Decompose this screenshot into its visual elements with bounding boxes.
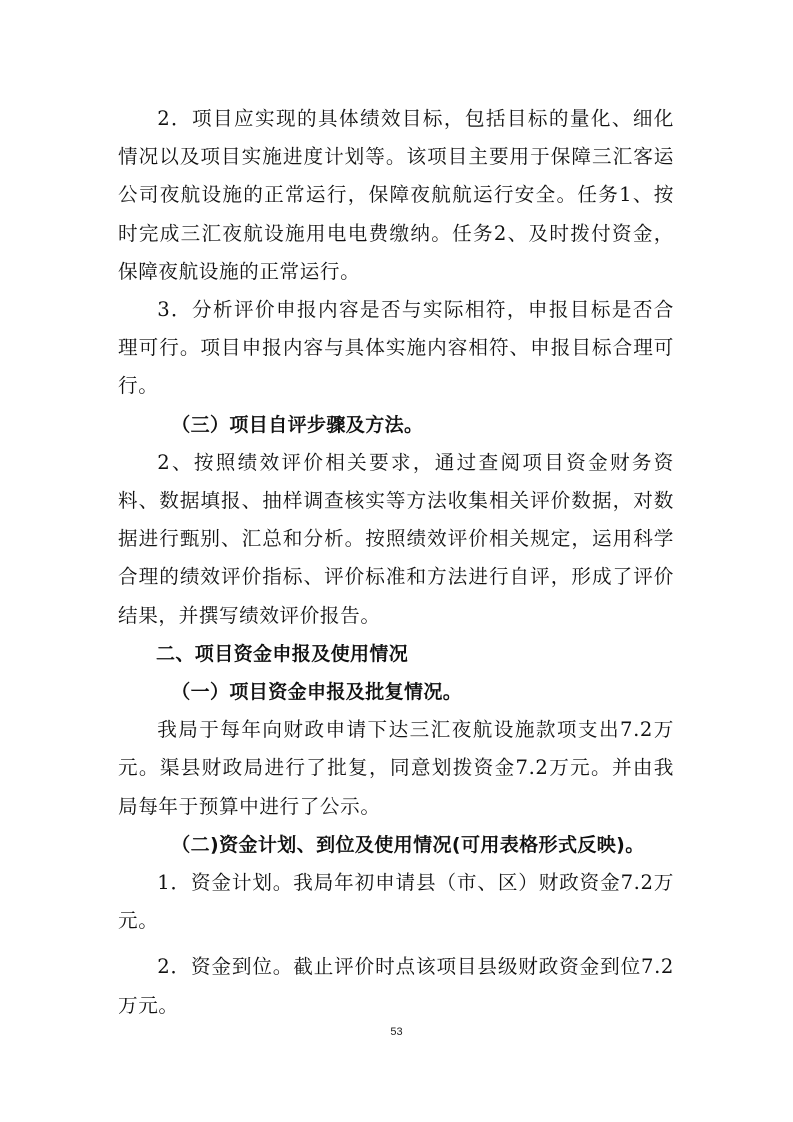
- paragraph-funds-arrival: 2．资金到位。截止评价时点该项目县级财政资金到位7.2万元。: [118, 955, 674, 1017]
- subheading-funds-plan-usage: （二)资金计划、到位及使用情况(可用表格形式反映)。: [171, 833, 645, 856]
- paragraph-performance-goals: 2．项目应实现的具体绩效目标，包括目标的量化、细化情况以及项目实施进度计划等。该项目主要用于保障三汇客运公司夜航设施的正常运行，保障夜航航运行安全。任务1、按时完成三汇夜航设施用电电费缴纳。任务2、及时拨付资金，保障夜航设施的正常运行。: [118, 107, 674, 283]
- page-number: 53: [390, 1026, 403, 1038]
- paragraph-funds-approval: 我局于每年向财政申请下达三汇夜航设施款项支出7.2万元。渠县财政局进行了批复，同意划拨资金7.2万元。并由我局每年于预算中进行了公示。: [118, 718, 674, 818]
- subheading-funds-approval: （一）项目资金申报及批复情况。: [171, 681, 463, 704]
- document-body: [118, 100, 674, 1025]
- subheading-evaluation-steps: （三）项目自评步骤及方法。: [171, 413, 424, 436]
- paragraph-funds-plan: 1．资金计划。我局年初申请县（市、区）财政资金7.2万元。: [118, 871, 674, 933]
- paragraph-gap: [118, 940, 674, 948]
- paragraph-declaration-analysis: 3．分析评价申报内容是否与实际相符，申报目标是否合理可行。项目申报内容与具体实施内容相符、申报目标合理可行。: [118, 298, 674, 398]
- paragraph-evaluation-method: 2、按照绩效评价相关要求，通过查阅项目资金财务资料、数据填报、抽样调查核实等方法收集相关评价数据，对数据进行甄别、汇总和分析。按照绩效评价相关规定，运用科学合理的绩效评价指标、评价标准和方法进行自评，形成了评价结果，并撰写绩效评价报告。: [118, 450, 674, 627]
- section-heading-funds: 二、项目资金申报及使用情况: [156, 642, 409, 665]
